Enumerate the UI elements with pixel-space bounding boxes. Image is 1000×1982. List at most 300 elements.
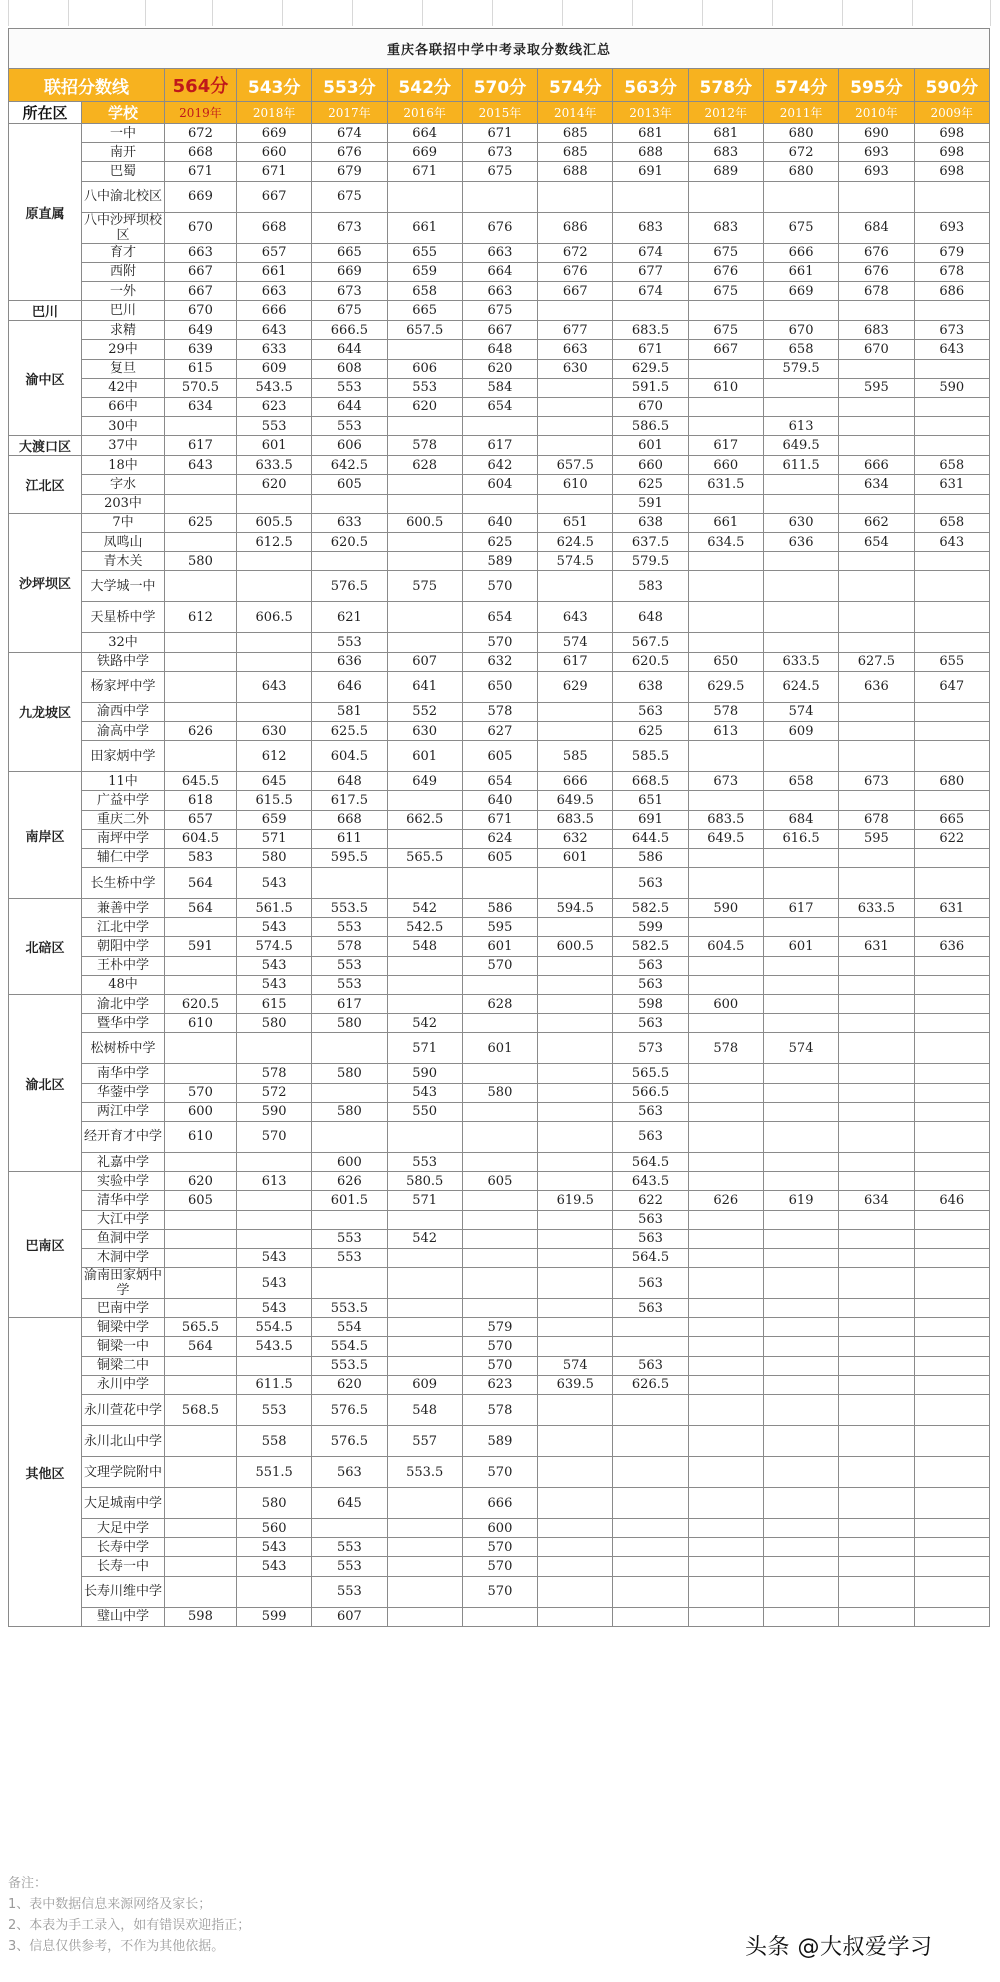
district-cell: 渝北区 — [9, 995, 82, 1172]
score-cell: 574 — [538, 1356, 613, 1375]
score-cell — [164, 1152, 236, 1171]
score-cell — [312, 1083, 387, 1102]
district-cell: 九龙坡区 — [9, 652, 82, 772]
score-cell — [914, 1083, 990, 1102]
score-cell: 650 — [462, 671, 537, 702]
score-cell: 636 — [839, 671, 914, 702]
score-cell — [839, 397, 914, 416]
score-cell — [164, 1248, 236, 1267]
score-cell: 683.5 — [688, 810, 763, 829]
school-name-cell: 江北中学 — [82, 918, 165, 937]
score-cell: 570 — [462, 1538, 537, 1557]
score-cell: 622 — [613, 1191, 688, 1210]
score-cell — [236, 1152, 311, 1171]
score-cell — [914, 397, 990, 416]
table-row — [9, 1014, 990, 1033]
school-name-cell: 7中 — [82, 513, 165, 532]
score-cell: 543.5 — [236, 1337, 311, 1356]
district-cell: 巴川 — [9, 301, 82, 321]
score-cell: 542 — [387, 1014, 462, 1033]
score-cell — [387, 475, 462, 494]
score-cell — [763, 868, 838, 899]
score-cell: 633.5 — [763, 652, 838, 671]
score-cell: 638 — [613, 513, 688, 532]
gridline — [8, 0, 9, 26]
score-cell: 673 — [914, 321, 990, 340]
score-cell — [839, 956, 914, 975]
score-cell: 607 — [387, 652, 462, 671]
score-cell — [688, 1318, 763, 1337]
score-cell — [164, 1356, 236, 1375]
score-cell — [538, 1318, 613, 1337]
table-row — [9, 417, 990, 436]
score-cell: 553 — [312, 918, 387, 937]
score-cell: 598 — [613, 995, 688, 1014]
school-name-cell: 字水 — [82, 475, 165, 494]
score-cell — [688, 1210, 763, 1229]
score-cell: 612 — [236, 741, 311, 772]
score-cell: 649.5 — [538, 791, 613, 810]
gridline — [422, 0, 423, 26]
score-cell: 665 — [914, 810, 990, 829]
score-cell — [763, 301, 838, 321]
score-cell — [462, 1152, 537, 1171]
score-cell: 671 — [613, 340, 688, 359]
score-cell: 553.5 — [312, 899, 387, 918]
score-cell: 617 — [312, 995, 387, 1014]
year-header-cell: 2010年 — [839, 102, 914, 124]
score-cell — [538, 1299, 613, 1318]
score-cell — [688, 918, 763, 937]
score-cell — [538, 1083, 613, 1102]
score-cell: 639.5 — [538, 1375, 613, 1394]
score-cell — [688, 1426, 763, 1457]
score-cell: 637.5 — [613, 533, 688, 552]
score-cell: 557 — [387, 1426, 462, 1457]
table-row — [9, 378, 990, 397]
school-name-cell: 30中 — [82, 417, 165, 436]
score-cell: 631 — [914, 899, 990, 918]
school-name-cell: 西附 — [82, 262, 165, 281]
score-cell — [914, 1210, 990, 1229]
score-cell — [688, 1083, 763, 1102]
score-cell: 553 — [312, 633, 387, 652]
table-row — [9, 1576, 990, 1607]
school-name-cell: 铜梁二中 — [82, 1356, 165, 1375]
score-cell — [839, 1519, 914, 1538]
score-cell — [763, 1538, 838, 1557]
score-cell: 675 — [312, 301, 387, 321]
score-cell — [538, 868, 613, 899]
score-cell: 673 — [312, 212, 387, 243]
gridline — [145, 0, 146, 26]
score-cell: 661 — [688, 513, 763, 532]
score-cell: 671 — [462, 810, 537, 829]
score-cell — [763, 1299, 838, 1318]
gridline — [212, 0, 213, 26]
school-name-cell: 42中 — [82, 378, 165, 397]
school-name-cell: 暨华中学 — [82, 1014, 165, 1033]
score-cell — [688, 956, 763, 975]
score-cell — [914, 602, 990, 633]
score-cell — [688, 975, 763, 994]
score-cell: 554.5 — [312, 1337, 387, 1356]
table-row — [9, 301, 990, 321]
score-cell — [387, 1576, 462, 1607]
table-row — [9, 436, 990, 456]
score-cell — [763, 1229, 838, 1248]
score-cell — [839, 1375, 914, 1394]
school-column-header: 学校 — [82, 102, 165, 124]
score-cell — [763, 181, 838, 212]
score-cell — [538, 1014, 613, 1033]
score-cell: 623 — [462, 1375, 537, 1394]
score-cell: 644 — [312, 340, 387, 359]
score-cell: 578 — [312, 937, 387, 956]
gridline — [702, 0, 703, 26]
score-cell — [839, 1318, 914, 1337]
school-name-cell: 铜梁中学 — [82, 1318, 165, 1337]
score-cell — [312, 1268, 387, 1299]
score-cell — [462, 494, 537, 513]
school-name-cell: 鱼洞中学 — [82, 1229, 165, 1248]
score-cell: 666 — [763, 243, 838, 262]
score-cell: 619.5 — [538, 1191, 613, 1210]
score-cell: 626 — [312, 1172, 387, 1191]
score-cell: 600 — [688, 995, 763, 1014]
score-cell — [763, 475, 838, 494]
score-cell — [914, 436, 990, 456]
score-cell — [914, 359, 990, 378]
score-cell: 676 — [688, 262, 763, 281]
score-cell — [312, 1210, 387, 1229]
score-cell — [538, 1229, 613, 1248]
school-name-cell: 大足中学 — [82, 1519, 165, 1538]
score-cell: 675 — [462, 301, 537, 321]
table-row — [9, 321, 990, 340]
school-name-cell: 青木关 — [82, 552, 165, 571]
score-cell: 666 — [462, 1488, 537, 1519]
table-row — [9, 918, 990, 937]
score-cell: 578 — [236, 1064, 311, 1083]
score-cell: 673 — [688, 772, 763, 791]
score-cell — [462, 1248, 537, 1267]
score-cell: 668 — [164, 143, 236, 162]
table-row — [9, 772, 990, 791]
score-cell: 553 — [236, 1395, 311, 1426]
score-cell — [763, 1607, 838, 1626]
score-cell — [538, 956, 613, 975]
score-cell: 563 — [613, 1356, 688, 1375]
table-row — [9, 899, 990, 918]
school-name-cell: 长寿川维中学 — [82, 1576, 165, 1607]
score-cell — [164, 1538, 236, 1557]
table-row — [9, 1268, 990, 1299]
score-cell: 646 — [914, 1191, 990, 1210]
score-cell — [839, 1426, 914, 1457]
score-cell — [538, 181, 613, 212]
score-cell — [164, 571, 236, 602]
score-cell: 580.5 — [387, 1172, 462, 1191]
score-cell — [914, 1488, 990, 1519]
score-cell: 634 — [164, 397, 236, 416]
score-cell — [312, 552, 387, 571]
table-row — [9, 243, 990, 262]
score-cell — [164, 741, 236, 772]
score-cell: 649 — [387, 772, 462, 791]
gridline — [990, 0, 991, 26]
score-cell — [914, 301, 990, 321]
score-cell: 563 — [613, 1102, 688, 1121]
score-cell: 570 — [462, 1576, 537, 1607]
score-cell: 570 — [462, 1337, 537, 1356]
school-name-cell: 铜梁一中 — [82, 1337, 165, 1356]
table-row — [9, 829, 990, 848]
score-cell — [763, 1152, 838, 1171]
school-name-cell: 大足城南中学 — [82, 1488, 165, 1519]
table-row — [9, 652, 990, 671]
score-cell: 657.5 — [538, 456, 613, 475]
score-cell — [538, 397, 613, 416]
gridline — [772, 0, 773, 26]
score-cell — [763, 848, 838, 867]
score-cell: 606 — [387, 359, 462, 378]
score-cell: 658 — [763, 772, 838, 791]
score-cell: 567.5 — [613, 633, 688, 652]
score-cell — [538, 702, 613, 721]
score-cell: 563 — [613, 956, 688, 975]
score-cell: 584 — [462, 378, 537, 397]
score-cell: 578 — [462, 1395, 537, 1426]
score-cell: 570 — [462, 1557, 537, 1576]
score-cell: 634 — [839, 475, 914, 494]
score-cell — [387, 181, 462, 212]
score-cell: 600 — [312, 1152, 387, 1171]
score-cell: 655 — [387, 243, 462, 262]
score-cell — [462, 1014, 537, 1033]
score-cell: 599 — [236, 1607, 311, 1626]
table-row — [9, 475, 990, 494]
score-cell: 631.5 — [688, 475, 763, 494]
score-cell — [839, 1395, 914, 1426]
score-cell: 570.5 — [164, 378, 236, 397]
score-cell — [688, 848, 763, 867]
score-cell: 683.5 — [538, 810, 613, 829]
score-cell: 661 — [387, 212, 462, 243]
score-cell: 605 — [312, 475, 387, 494]
score-cell — [538, 571, 613, 602]
score-cell: 563 — [613, 975, 688, 994]
score-cell — [462, 1064, 537, 1083]
score-cell: 630 — [538, 359, 613, 378]
score-cell: 558 — [236, 1426, 311, 1457]
score-cell: 566.5 — [613, 1083, 688, 1102]
score-cell — [688, 301, 763, 321]
score-cell — [312, 868, 387, 899]
score-cell: 619 — [763, 1191, 838, 1210]
cutoff-score-cell: 578分 — [688, 69, 763, 102]
score-cell: 655 — [914, 652, 990, 671]
notes-heading: 备注： — [8, 1876, 48, 1891]
score-cell — [914, 417, 990, 436]
score-cell: 615 — [236, 995, 311, 1014]
school-name-cell: 渝西中学 — [82, 702, 165, 721]
score-cell: 571 — [387, 1033, 462, 1064]
score-cell — [387, 533, 462, 552]
score-cell: 654 — [839, 533, 914, 552]
score-cell — [914, 995, 990, 1014]
score-cell: 642.5 — [312, 456, 387, 475]
score-cell — [763, 378, 838, 397]
score-cell — [914, 741, 990, 772]
score-cell — [914, 1356, 990, 1375]
score-cell: 645 — [236, 772, 311, 791]
score-cell — [839, 702, 914, 721]
score-cell — [236, 633, 311, 652]
score-cell — [688, 1102, 763, 1121]
score-cell: 582.5 — [613, 937, 688, 956]
score-cell — [839, 995, 914, 1014]
gridline — [842, 0, 843, 26]
score-cell — [914, 1557, 990, 1576]
score-cell — [914, 1318, 990, 1337]
score-cell: 645.5 — [164, 772, 236, 791]
table-row — [9, 513, 990, 532]
score-cell — [839, 417, 914, 436]
table-row — [9, 671, 990, 702]
score-cell — [164, 918, 236, 937]
score-cell: 543 — [236, 868, 311, 899]
score-cell: 644.5 — [613, 829, 688, 848]
score-cell: 676 — [538, 262, 613, 281]
score-cell — [538, 1519, 613, 1538]
gridline — [562, 0, 563, 26]
score-cell — [839, 1229, 914, 1248]
score-cell — [613, 301, 688, 321]
score-cell — [387, 995, 462, 1014]
school-name-cell: 南开 — [82, 143, 165, 162]
score-cell: 574 — [763, 1033, 838, 1064]
score-cell — [839, 1121, 914, 1152]
score-cell: 634.5 — [688, 533, 763, 552]
score-cell: 595 — [839, 378, 914, 397]
score-cell: 563 — [613, 1229, 688, 1248]
score-cell — [914, 1102, 990, 1121]
score-cell — [763, 397, 838, 416]
score-cell: 600 — [462, 1519, 537, 1538]
score-cell — [839, 1210, 914, 1229]
score-cell: 610 — [164, 1121, 236, 1152]
score-cell: 615.5 — [236, 791, 311, 810]
score-cell — [688, 741, 763, 772]
table-row — [9, 1172, 990, 1191]
score-cell — [914, 1538, 990, 1557]
score-cell: 684 — [839, 212, 914, 243]
school-name-cell: 礼嘉中学 — [82, 1152, 165, 1171]
table-row — [9, 124, 990, 143]
score-cell: 640 — [462, 513, 537, 532]
score-cell: 570 — [462, 633, 537, 652]
score-cell — [839, 602, 914, 633]
score-cell: 671 — [387, 162, 462, 181]
score-cell — [688, 633, 763, 652]
school-name-cell: 永川萱花中学 — [82, 1395, 165, 1426]
table-row — [9, 868, 990, 899]
score-cell: 672 — [164, 124, 236, 143]
score-cell: 564 — [164, 868, 236, 899]
score-cell: 641 — [387, 671, 462, 702]
score-cell: 667 — [164, 281, 236, 300]
score-cell: 595 — [462, 918, 537, 937]
score-cell — [613, 1538, 688, 1557]
score-cell: 669 — [387, 143, 462, 162]
score-cell: 613 — [688, 721, 763, 740]
district-cell: 渝中区 — [9, 321, 82, 436]
school-name-cell: 48中 — [82, 975, 165, 994]
score-cell: 570 — [462, 1356, 537, 1375]
score-cell — [236, 652, 311, 671]
score-cell: 586.5 — [613, 417, 688, 436]
score-cell: 620 — [236, 475, 311, 494]
district-cell: 巴南区 — [9, 1172, 82, 1318]
score-cell — [763, 1064, 838, 1083]
score-cell — [236, 1033, 311, 1064]
score-cell: 676 — [839, 243, 914, 262]
score-cell — [164, 1299, 236, 1318]
score-cell: 579.5 — [613, 552, 688, 571]
score-cell — [914, 181, 990, 212]
score-cell: 604.5 — [688, 937, 763, 956]
score-cell: 657.5 — [387, 321, 462, 340]
score-cell: 580 — [236, 848, 311, 867]
score-cell — [164, 1064, 236, 1083]
score-cell: 670 — [164, 301, 236, 321]
score-cell: 663 — [538, 340, 613, 359]
school-name-cell: 南坪中学 — [82, 829, 165, 848]
score-cell — [914, 494, 990, 513]
score-cell: 570 — [164, 1083, 236, 1102]
score-cell — [914, 1172, 990, 1191]
score-cell: 654 — [462, 602, 537, 633]
table-row — [9, 1229, 990, 1248]
score-cell: 576.5 — [312, 1426, 387, 1457]
score-cell: 600 — [164, 1102, 236, 1121]
score-cell: 553.5 — [387, 1457, 462, 1488]
score-cell: 663 — [236, 281, 311, 300]
score-cell: 630 — [387, 721, 462, 740]
score-cell — [688, 1064, 763, 1083]
table-row — [9, 1083, 990, 1102]
year-header-cell: 2009年 — [914, 102, 990, 124]
score-cell: 620.5 — [312, 533, 387, 552]
score-cell — [839, 1172, 914, 1191]
score-cell: 657 — [164, 810, 236, 829]
score-cell: 634 — [839, 1191, 914, 1210]
score-cell: 675 — [688, 243, 763, 262]
score-cell: 552 — [387, 702, 462, 721]
gridline — [632, 0, 633, 26]
score-cell: 582.5 — [613, 899, 688, 918]
score-cell — [387, 1248, 462, 1267]
table-row — [9, 1337, 990, 1356]
score-cell: 543.5 — [236, 378, 311, 397]
school-name-cell: 璧山中学 — [82, 1607, 165, 1626]
school-name-cell: 育才 — [82, 243, 165, 262]
score-cell: 669 — [236, 124, 311, 143]
cutoff-score-table — [8, 28, 990, 1627]
school-name-cell: 八中渝北校区 — [82, 181, 165, 212]
score-cell: 683 — [688, 212, 763, 243]
